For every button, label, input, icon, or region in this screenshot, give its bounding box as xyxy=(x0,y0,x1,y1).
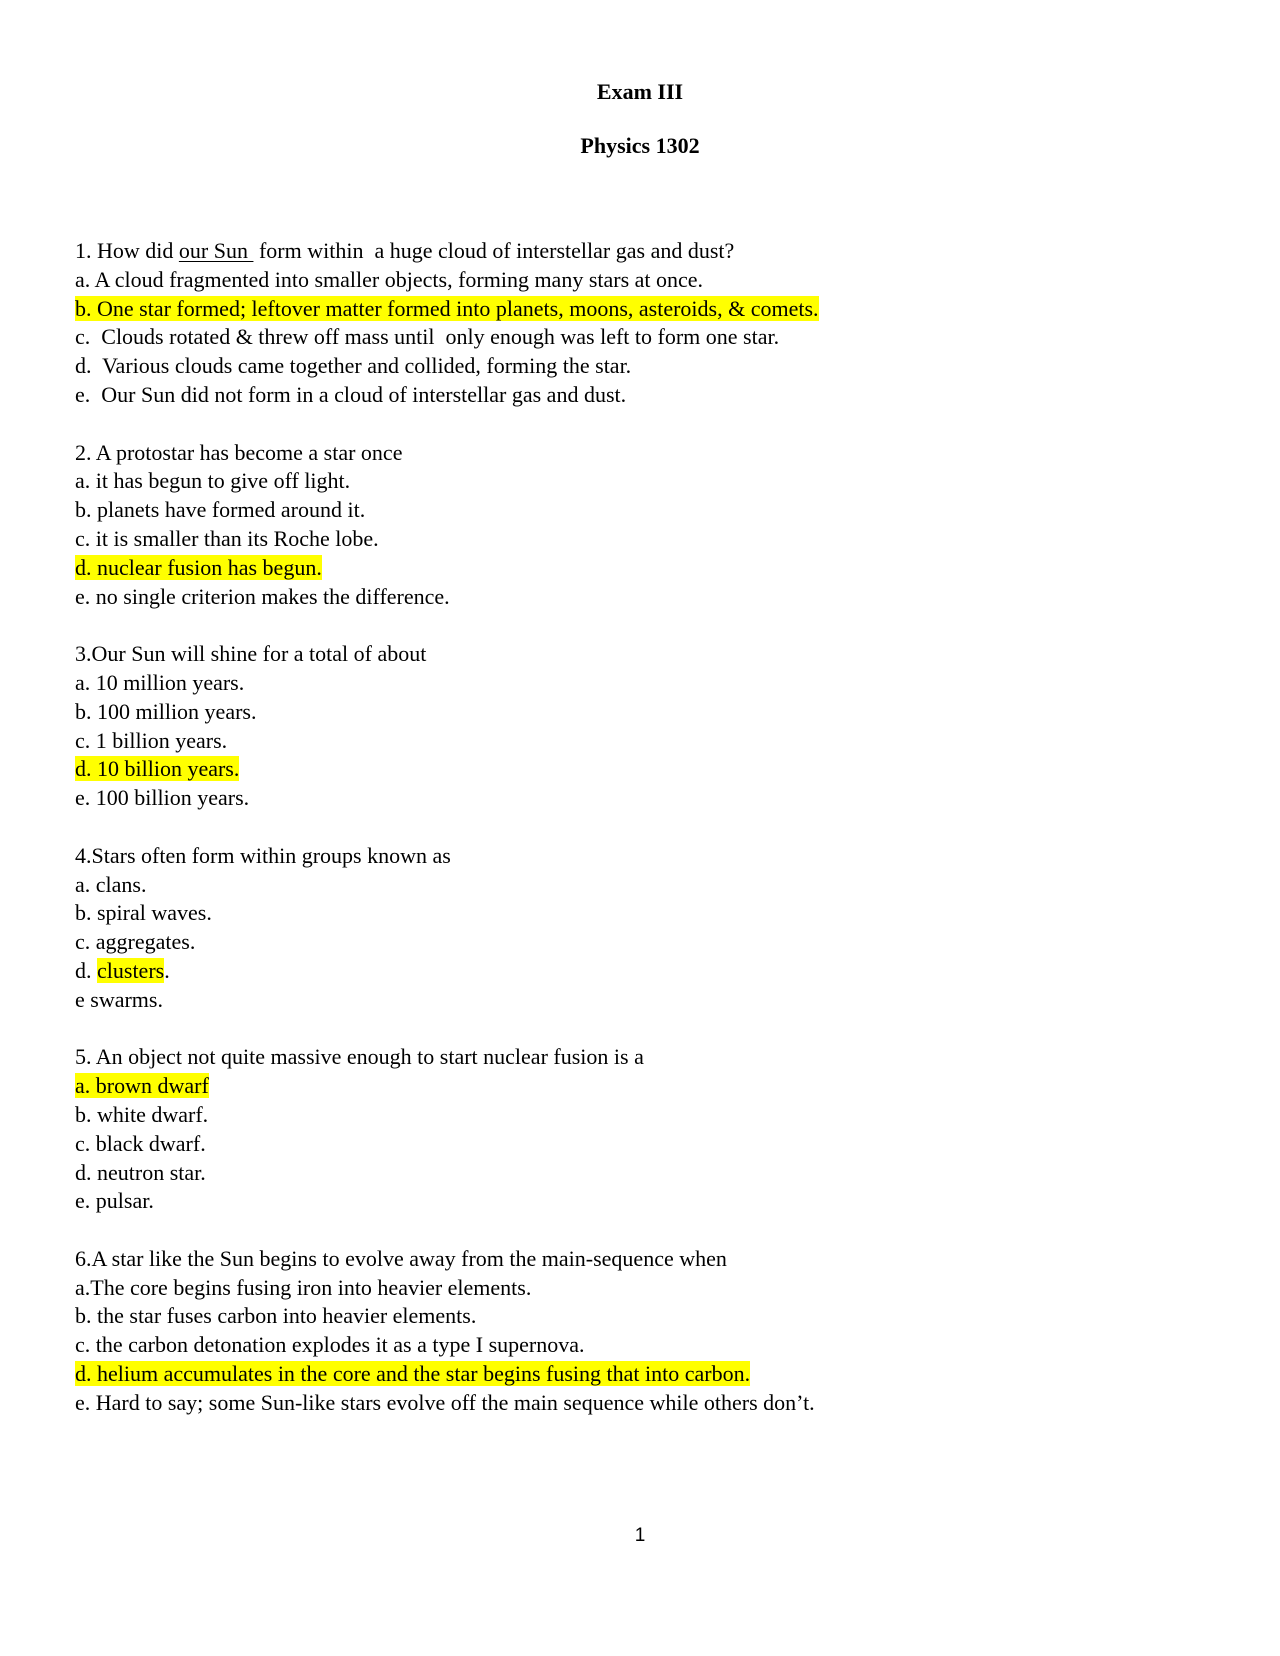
option-text: e. pulsar. xyxy=(75,1188,154,1214)
question-6-prompt: 6.A star like the Sun begins to evolve away from the main-sequence when xyxy=(75,1245,727,1271)
question-4-option-c xyxy=(75,928,1225,957)
highlighted-answer: clusters xyxy=(97,957,165,983)
page-number: 1 xyxy=(634,1525,646,1546)
question-1-option-e xyxy=(75,381,1225,410)
question-6-option-a xyxy=(75,1274,1225,1303)
question-1-option-a xyxy=(75,266,1225,295)
question-1-option-b-answer xyxy=(75,295,1225,324)
question-1-prompt-suffix: form within a huge cloud of interstellar gas and dust? xyxy=(253,238,735,263)
highlighted-answer: d. nuclear fusion has begun. xyxy=(75,554,322,580)
highlighted-answer: b. One star formed; leftover matter formed into planets, moons, asteroids, & comets. xyxy=(75,295,819,321)
question-2-option-a xyxy=(75,467,1225,496)
option-text: b. planets have formed around it. xyxy=(75,497,366,523)
question-6-option-d-answer xyxy=(75,1360,1225,1389)
question-5-prompt: 5. An object not quite massive enough to start nuclear fusion is a xyxy=(75,1044,644,1070)
option-suffix: . xyxy=(164,957,170,983)
option-text: a. 10 million years. xyxy=(75,669,245,695)
question-5-option-d xyxy=(75,1159,1225,1188)
course-subtitle: Physics 1302 xyxy=(580,133,700,158)
question-4-option-d-answer xyxy=(75,957,1225,986)
option-text: e. Our Sun did not form in a cloud of interstellar gas and dust. xyxy=(75,381,627,407)
option-text: d. neutron star. xyxy=(75,1159,206,1185)
question-4-option-a xyxy=(75,871,1225,900)
question-1-prompt-underlined: our Sun xyxy=(178,238,254,263)
question-1-option-c xyxy=(75,323,1225,352)
question-3-option-c xyxy=(75,727,1225,756)
question-1-option-d xyxy=(75,352,1225,381)
question-3-option-e xyxy=(75,784,1225,813)
question-4-option-e xyxy=(75,986,1225,1015)
option-text: b. spiral waves. xyxy=(75,900,212,926)
question-3-option-a xyxy=(75,669,1225,698)
question-5-option-c xyxy=(75,1130,1225,1159)
option-text: c. Clouds rotated & threw off mass until only enough was left to form one star. xyxy=(75,324,780,350)
question-6-option-c xyxy=(75,1331,1225,1360)
option-text: a. it has begun to give off light. xyxy=(75,468,351,494)
question-6-option-b xyxy=(75,1302,1225,1331)
question-3-prompt: 3.Our Sun will shine for a total of about xyxy=(75,641,427,667)
option-text: e. 100 billion years. xyxy=(75,785,250,811)
option-text: e. Hard to say; some Sun-like stars evolve off the main sequence while others don’t. xyxy=(75,1389,815,1415)
option-text: a.The core begins fusing iron into heavier elements. xyxy=(75,1274,532,1300)
question-1-prompt xyxy=(75,237,1225,266)
question-5-option-e xyxy=(75,1187,1225,1216)
option-text: b. the star fuses carbon into heavier elements. xyxy=(75,1303,477,1329)
question-6 xyxy=(75,1245,1225,1418)
question-list xyxy=(75,237,1225,1446)
question-1 xyxy=(75,237,1225,410)
option-text: c. aggregates. xyxy=(75,929,196,955)
option-prefix: d. xyxy=(75,957,97,983)
question-2 xyxy=(75,439,1225,612)
question-2-option-b xyxy=(75,496,1225,525)
question-2-option-d-answer xyxy=(75,554,1225,583)
option-text: c. the carbon detonation explodes it as a type I supernova. xyxy=(75,1332,585,1358)
option-text: b. white dwarf. xyxy=(75,1101,209,1127)
exam-title: Exam III xyxy=(596,79,684,104)
option-text: d. Various clouds came together and collided, forming the star. xyxy=(75,353,632,379)
option-text: c. black dwarf. xyxy=(75,1130,206,1156)
option-text: e swarms. xyxy=(75,986,163,1012)
question-4 xyxy=(75,842,1225,1015)
question-4-option-b xyxy=(75,899,1225,928)
question-2-prompt: 2. A protostar has become a star once xyxy=(75,439,403,465)
question-5-option-a-answer xyxy=(75,1072,1225,1101)
highlighted-answer: d. 10 billion years. xyxy=(75,756,240,782)
question-3-option-d-answer xyxy=(75,755,1225,784)
option-text: a. A cloud fragmented into smaller objects, forming many stars at once. xyxy=(75,266,704,292)
option-text: b. 100 million years. xyxy=(75,698,257,724)
option-text: c. 1 billion years. xyxy=(75,727,228,753)
question-1-prompt-prefix: 1. How did xyxy=(75,238,179,263)
question-3 xyxy=(75,640,1225,813)
question-5-option-b xyxy=(75,1101,1225,1130)
question-2-option-c xyxy=(75,525,1225,554)
option-text: c. it is smaller than its Roche lobe. xyxy=(75,525,379,551)
question-2-option-e xyxy=(75,583,1225,612)
option-text: a. clans. xyxy=(75,871,147,897)
highlighted-answer: d. helium accumulates in the core and the star begins fusing that into carbon. xyxy=(75,1361,751,1387)
option-text: e. no single criterion makes the difference. xyxy=(75,583,450,609)
question-6-option-e xyxy=(75,1389,1225,1418)
highlighted-answer: a. brown dwarf xyxy=(75,1073,209,1099)
question-5 xyxy=(75,1043,1225,1216)
question-3-option-b xyxy=(75,698,1225,727)
question-4-prompt: 4.Stars often form within groups known as xyxy=(75,842,451,868)
